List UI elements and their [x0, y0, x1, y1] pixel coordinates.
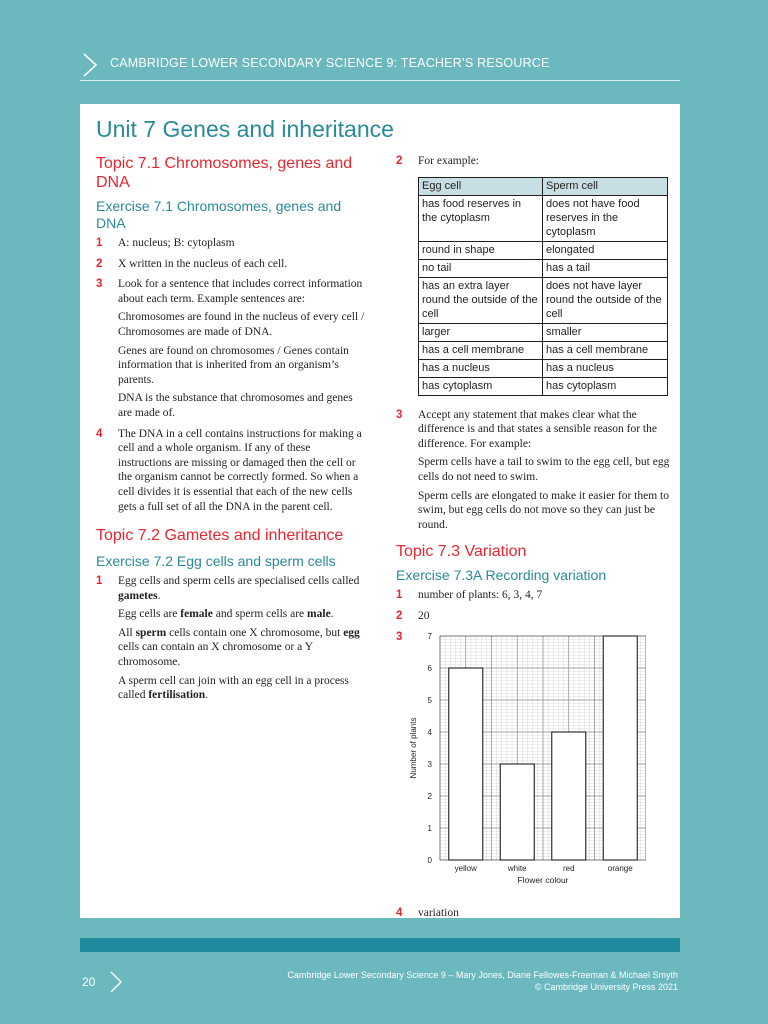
y-tick-label: 5 [427, 695, 432, 705]
item-number: 2 [396, 155, 403, 167]
answer-text: Chromosomes are found in the nucleus of every cell / Chromosomes are made of DNA. [118, 311, 365, 338]
text-run: All [118, 626, 136, 639]
item-number: 3 [96, 278, 103, 291]
x-tick-label: yellow [454, 863, 477, 873]
answer-item [396, 408, 670, 533]
table-row [419, 359, 668, 377]
table-row [419, 377, 668, 395]
answer-item [96, 236, 366, 251]
table-row [419, 277, 668, 323]
exercise-7-2-heading: Exercise 7.2 Egg cells and sperm cells [96, 553, 336, 570]
topic-7-1-heading: Topic 7.1 Chromosomes, genes and DNA [96, 155, 353, 191]
table-header-cell: Egg cell [419, 177, 543, 195]
topic-7-3-heading: Topic 7.3 Variation [396, 543, 527, 561]
bar-yellow [449, 668, 483, 860]
answer-text [118, 574, 366, 603]
item-number: 2 [96, 257, 103, 270]
egg-sperm-comparison-table [418, 177, 668, 396]
bar-orange [603, 636, 637, 860]
footer-bar [80, 938, 680, 952]
x-tick-label: white [507, 863, 527, 873]
table-cell: does not have food reserves in the cytoplasm [543, 195, 668, 241]
header-rule [80, 80, 680, 81]
y-tick-label: 4 [427, 727, 432, 737]
answer-item [396, 609, 670, 624]
text-run: Egg cells are [118, 608, 181, 621]
answer-item [396, 906, 670, 921]
text-run: and sperm cells are [212, 608, 308, 621]
table-cell: elongated [543, 241, 668, 259]
text-run: Egg cells and sperm cells are specialised cells called [118, 575, 360, 588]
y-tick-label: 1 [427, 823, 432, 833]
answer-text: A: nucleus; B: cytoplasm [118, 237, 235, 249]
table-cell: has a nucleus [419, 359, 543, 377]
table-cell: has a cell membrane [419, 341, 543, 359]
table-row [419, 259, 668, 277]
table-row [419, 323, 668, 341]
text-run: cells contain one X chromosome, but [166, 626, 344, 639]
answer-text: For example: [418, 155, 479, 167]
keyword: sperm [135, 626, 167, 639]
answer-item [396, 154, 670, 396]
bar-chart-svg [396, 630, 646, 900]
keyword: gametes [118, 589, 158, 602]
table-cell: has a cell membrane [543, 341, 668, 359]
y-axis-label: Number of plants [409, 717, 418, 778]
footer-line: © Cambridge University Press 2021 [534, 981, 678, 992]
keyword: fertilisation [148, 689, 206, 702]
y-tick-label: 0 [427, 855, 432, 865]
table-row [419, 241, 668, 259]
chevron-right-icon [78, 52, 102, 78]
answer-text: The DNA in a cell contains instructions for making a cell and a whole organism. If any of these instructions are missing or damaged then the cell or the organism cannot be correctly formed. So when a cell divides it is essential that each of the new cells gets a full set of all the DNA in the parent cell. [118, 427, 362, 513]
x-tick-label: orange [607, 863, 633, 873]
answer-text [118, 626, 366, 670]
answer-item [396, 588, 670, 603]
answer-text: DNA is the substance that chromosomes and genes are made of. [118, 392, 353, 419]
keyword: egg [343, 626, 360, 639]
keyword: female [180, 608, 213, 621]
exercise-7-3a-heading: Exercise 7.3A Recording variation [396, 567, 607, 584]
answer-text: Accept any statement that makes clear what the difference is and that states a sensible reason for the difference. For example: [418, 408, 657, 450]
footer-line: Cambridge Lower Secondary Science 9 – Mary Jones, Diane Fellowes-Freeman & Michael Smyth [287, 970, 678, 980]
bar-chart [396, 630, 646, 900]
answer-item [96, 427, 366, 515]
table-cell: does not have layer round the outside of the cell [543, 277, 668, 323]
y-tick-label: 3 [427, 759, 432, 769]
answer-item [96, 257, 366, 272]
item-number: 3 [396, 630, 403, 643]
exercise-7-1-heading: Exercise 7.1 Chromosomes, genes and DNA [96, 198, 342, 231]
answer-item [96, 277, 366, 420]
answer-text: 20 [418, 609, 430, 622]
bar-red [552, 732, 586, 860]
table-cell: has cytoplasm [419, 377, 543, 395]
item-number: 2 [396, 609, 403, 622]
answer-text: Sperm cells have a tail to swim to the egg cell, but egg cells do not need to swim. [418, 456, 670, 483]
answer-text [118, 607, 366, 622]
text-run: . [330, 608, 334, 621]
answer-text [118, 674, 366, 703]
item-number: 4 [396, 906, 403, 919]
answer-text: number of plants: 6, 3, 4, 7 [418, 589, 543, 602]
y-tick-label: 6 [427, 663, 432, 673]
item-number: 4 [96, 427, 103, 440]
topic-7-2-heading: Topic 7.2 Gametes and inheritance [96, 527, 344, 545]
unit-title: Unit 7 Genes and inheritance [96, 116, 394, 142]
table-cell: has cytoplasm [543, 377, 668, 395]
answer-text: Genes are found on chromosomes / Genes contain information that is inherited from an organism’s parents. [118, 344, 349, 386]
answer-text: Look for a sentence that includes correct information about each term. Example sentences are: [118, 278, 363, 305]
page-content [80, 104, 680, 918]
table-cell: smaller [543, 323, 668, 341]
item-number: 1 [96, 575, 103, 588]
answer-item [396, 630, 670, 900]
table-cell: has an extra layer round the outside of the cell [419, 277, 543, 323]
bar-white [500, 764, 534, 860]
x-tick-label: red [562, 863, 575, 873]
table-cell: larger [419, 323, 543, 341]
item-number: 1 [396, 589, 403, 602]
table-cell: has a nucleus [543, 359, 668, 377]
page-number: 20 [82, 975, 96, 989]
answer-text: variation [418, 906, 459, 919]
chevron-right-icon [106, 970, 126, 994]
answer-text: X written in the nucleus of each cell. [118, 257, 288, 270]
table-row [419, 341, 668, 359]
table-header-cell: Sperm cell [543, 177, 668, 195]
answer-item [96, 574, 366, 703]
left-column [96, 154, 366, 709]
item-number: 3 [396, 408, 403, 421]
text-run: . [157, 589, 161, 602]
running-header: CAMBRIDGE LOWER SECONDARY SCIENCE 9: TEACHER’S RESOURCE [110, 56, 550, 70]
keyword: male [307, 608, 331, 621]
x-axis-label: Flower colour [517, 874, 569, 885]
footer-credits [287, 970, 678, 993]
text-run: A sperm cell can join with an egg cell in a process called [118, 674, 349, 702]
table-cell: has food reserves in the cytoplasm [419, 195, 543, 241]
y-tick-label: 7 [427, 631, 432, 641]
y-tick-label: 2 [427, 791, 432, 801]
right-column [396, 154, 670, 926]
text-run: . [205, 689, 209, 702]
item-number: 1 [96, 237, 103, 249]
answer-text: Sperm cells are elongated to make it easier for them to swim, but egg cells do not move so they can just be round. [418, 489, 669, 531]
table-cell: has a tail [543, 259, 668, 277]
text-run: cells can contain an X chromosome or a Y chromosome. [118, 641, 313, 669]
table-row [419, 195, 668, 241]
table-cell: round in shape [419, 241, 543, 259]
table-cell: no tail [419, 259, 543, 277]
